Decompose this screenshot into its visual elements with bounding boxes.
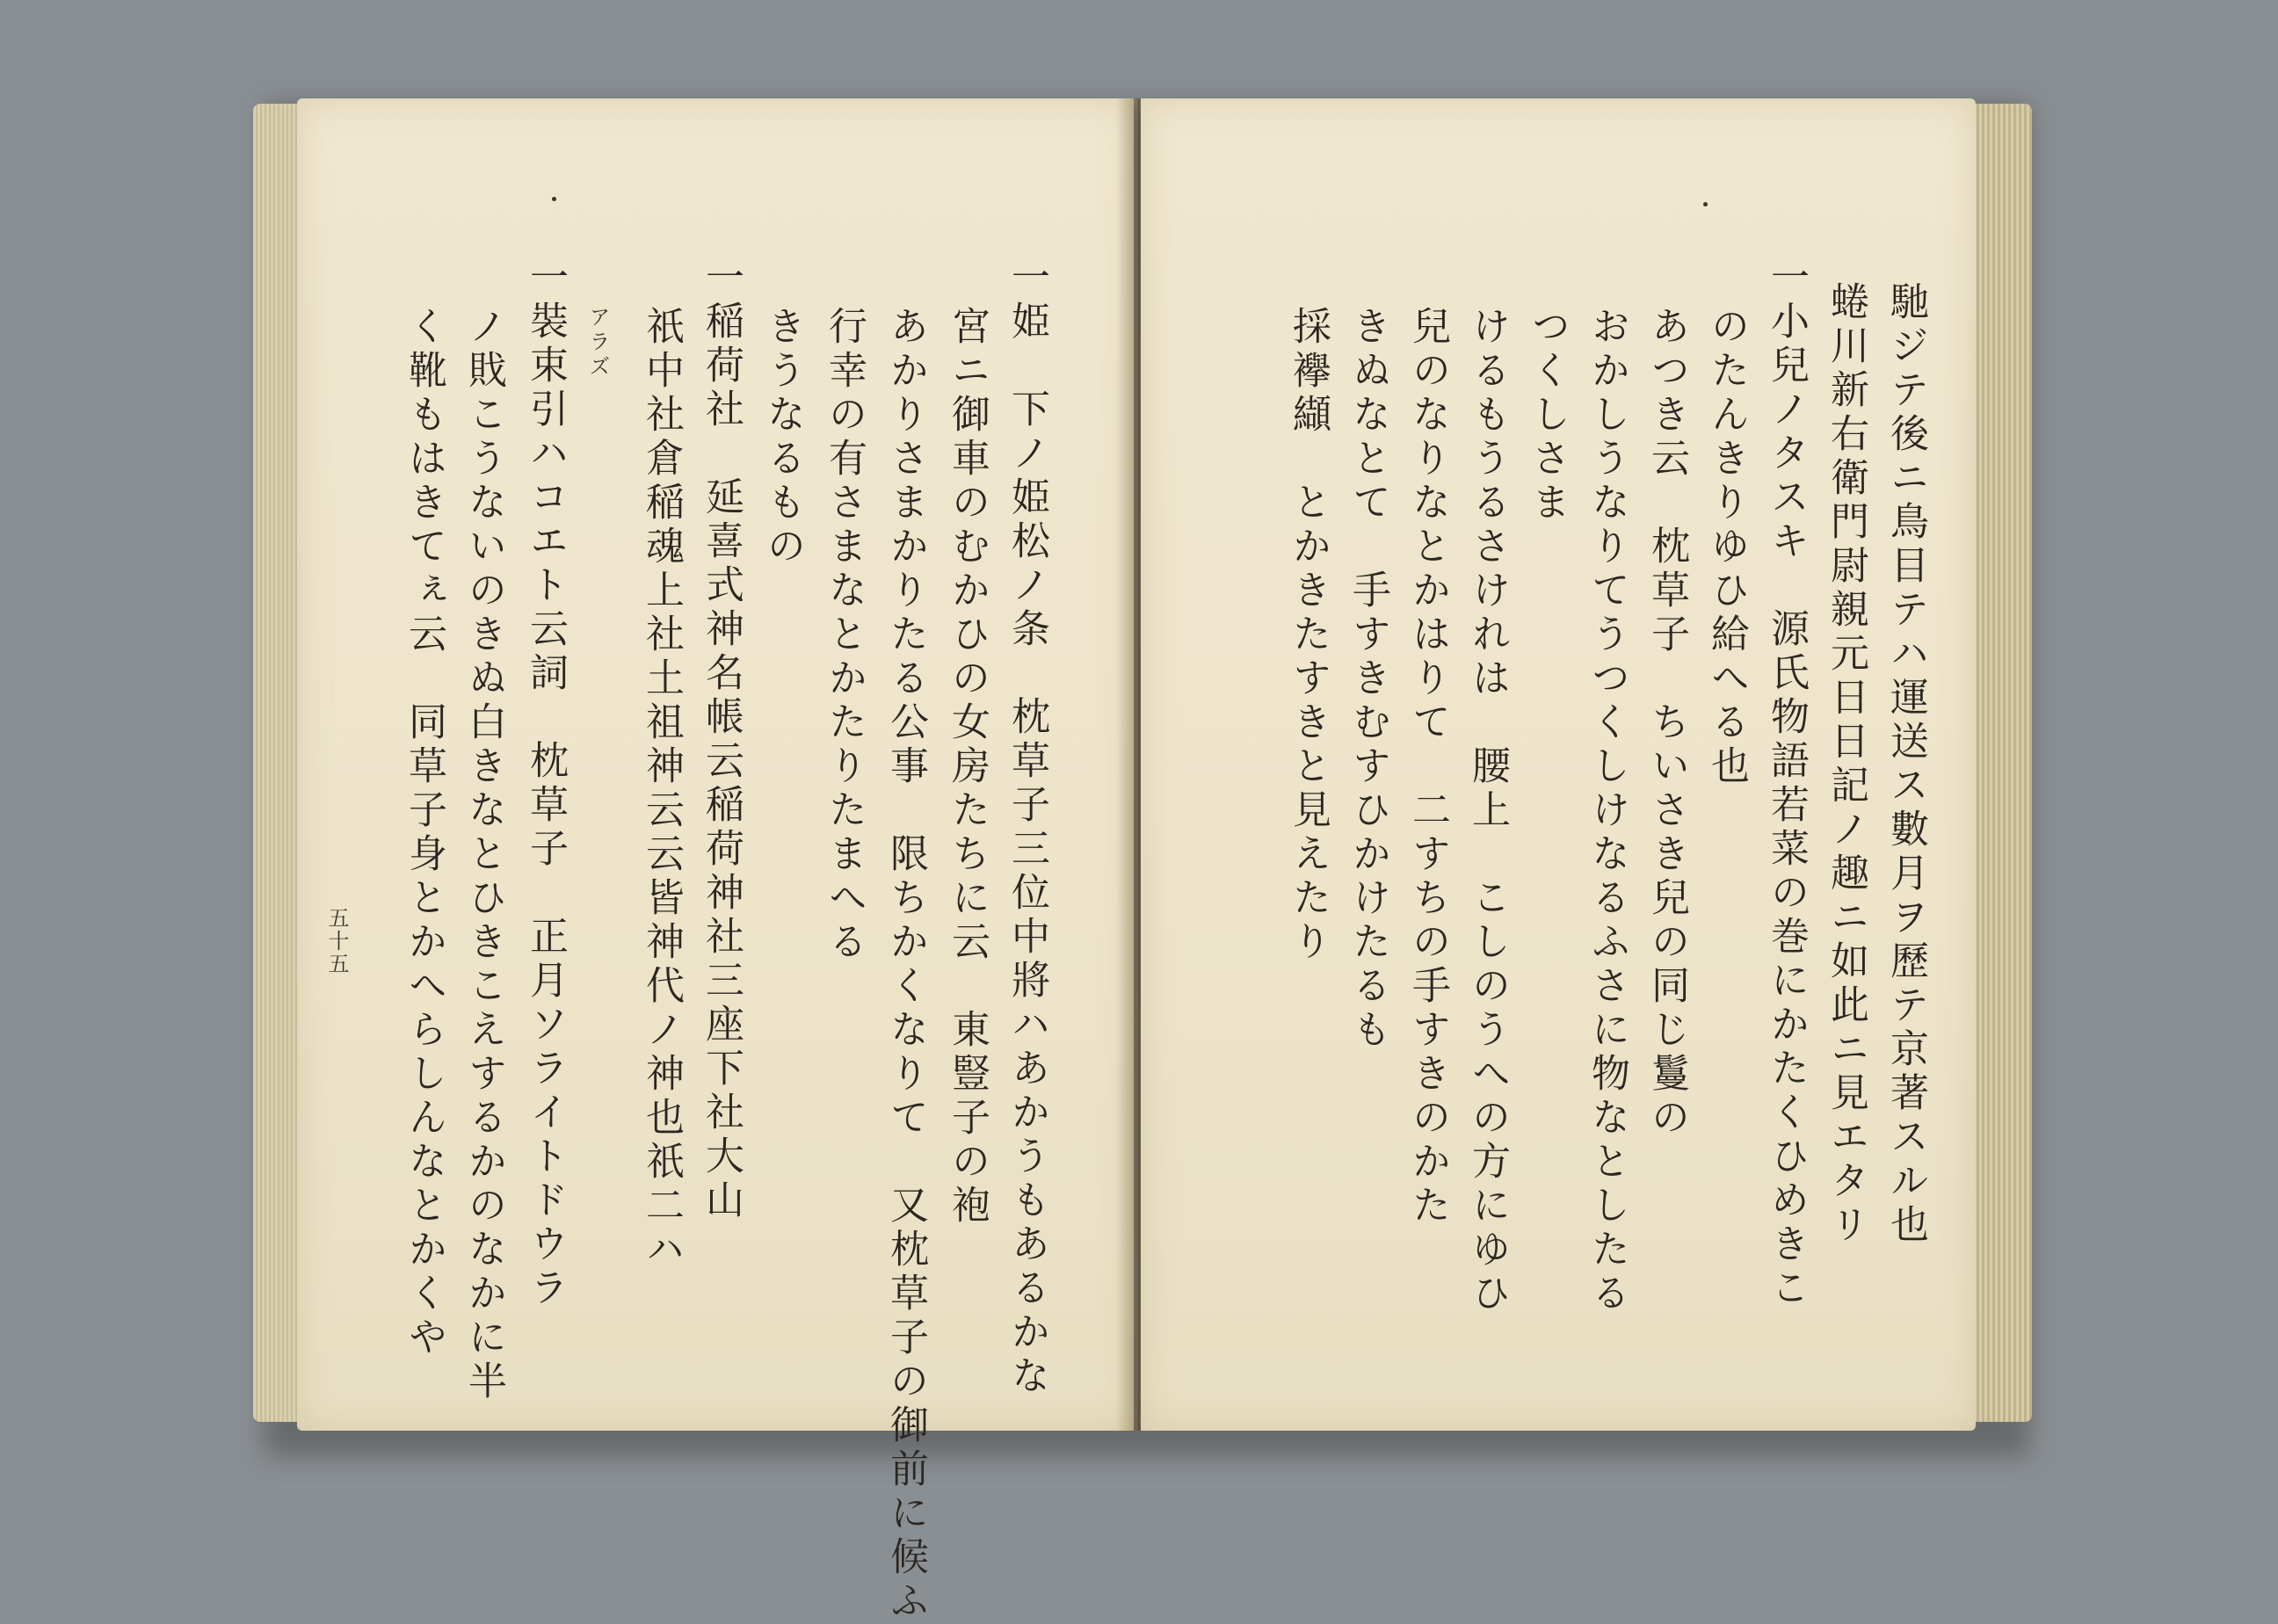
left-col-3: あかりさまかりたる公事 限ちかくなりて 又枕草子の御前に候ふ [883,306,928,1624]
margin-dot [552,197,556,201]
right-fore-edge [1969,104,2032,1422]
margin-dot [1703,202,1708,207]
left-col-11: く靴もはきてぇ云 同草子身とかへらしんなとかくや [402,306,446,1360]
right-col-1: 馳ジテ後ニ鳥目テハ運送ス數月ヲ歷テ京著スル也 [1883,281,1928,1248]
right-col-8: けるもうるさけれは 腰上 こしのうへの方にゆひ [1465,306,1510,1316]
left-col-4: 行幸の有さまなとかたりたまへる [822,306,867,965]
left-col-1: 一姫 下ノ姫松ノ条 枕草子三位中將ハあかうもあるかな [1005,257,1049,1399]
right-col-6: おかしうなりてうつくしけなるふさに物なとしたる [1585,306,1629,1316]
left-col-9: 一裝束引ハコエト云詞 枕草子 正月ソライトドウラ [523,257,568,1311]
right-col-5: あつき云 枕草子 ちいさき兒の同じ鬘の [1644,306,1689,1141]
left-page [297,98,1134,1624]
right-col-3: 一小兒ノタスキ 源氏物語若菜の巻にかたくひめきこ [1764,257,1809,1311]
right-col-9: 兒のなりなとかはりて 二すちの手すきのかた [1405,306,1450,1229]
left-col-7: 祇中社倉稲魂上社土祖神云云皆神代ノ神也祇二ハ [639,306,684,1272]
left-col-6: 一稲荷社 延喜式神名帳云稲荷神社三座下社大山 [699,257,744,1223]
left-col-5: きうなるもの [760,306,805,569]
left-col-2: 宮ニ御車のむかひの女房たちに云 東豎子の袍 [945,306,990,1229]
right-col-7: つくしさま [1525,306,1570,526]
right-col-4: のたんきりゆひ給へる也 [1704,306,1749,789]
folio-number: 五十五 [324,907,349,975]
left-col-8: アラズ [585,306,610,380]
right-page [1141,98,1976,1431]
left-col-10: ノ戝こうないのきぬ白きなとひきこえするかのなかに半 [461,306,506,1404]
right-col-10: きぬなとて 手すきむすひかけたるも [1346,306,1390,1053]
right-col-11: 採襷纈 とかきたすきと見えたり [1286,306,1331,965]
right-col-2: 蜷川新右衛門尉親元日日記ノ趣ニ如此ニ見エタリ [1824,281,1868,1248]
